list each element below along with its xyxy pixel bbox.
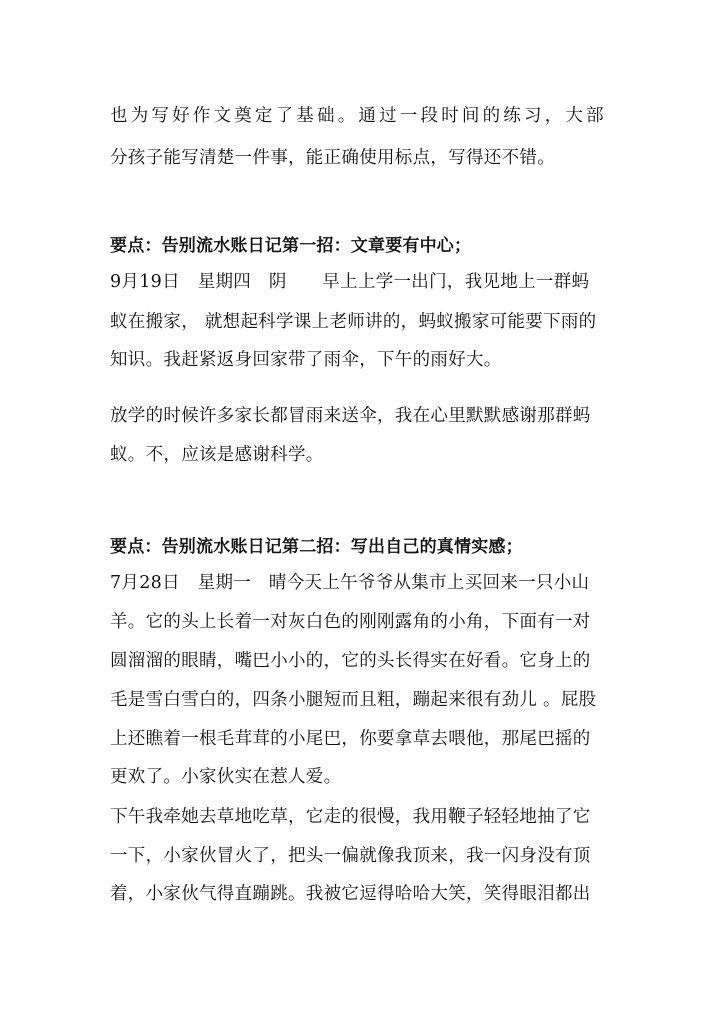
section1-p1-line-3: 知识。我赶紧返身回家带了雨伞，下午的雨好大。 — [110, 350, 502, 370]
section2-heading: 要点：告别流水账日记第二招：写出自己的真情实感； — [110, 537, 523, 557]
intro-line-1: 也为写好作文奠定了基础。通过一段时间的练习，大部 — [110, 106, 607, 126]
section1-p1-line-1: 9月19日 星期四 阴 早上上学一出门，我见地上一群蚂 — [110, 272, 590, 292]
section1-p2-line-1: 放学的时候许多家长都冒雨来送伞，我在心里默默感谢那群蚂 — [110, 406, 591, 426]
section2-p1-line-4: 毛是雪白雪白的，四条小腿短而且粗，蹦起来很有劲儿 。屁股 — [110, 690, 597, 710]
section2-p1-line-5: 上还瞧着一根毛茸茸的小尾巴，你要拿草去喂他，那尾巴摇的 — [110, 729, 591, 749]
section1-heading: 要点：告别流水账日记第一招：文章要有中心； — [110, 236, 472, 256]
section2-p1-line-2: 羊。它的头上长着一对灰白色的刚刚露角的小角，下面有一对 — [110, 612, 591, 632]
section2-p1-line-3: 圆溜溜的眼睛，嘴巴小小的，它的头长得实在好看。它身上的 — [110, 651, 591, 671]
intro-line-2: 分孩子能写清楚一件事，能正确使用标点，写得还不错。 — [110, 148, 555, 168]
section1-p2-line-2: 蚁。不，应该是感谢科学。 — [110, 445, 324, 465]
section1-p1-line-2: 蚁在搬家， 就想起科学课上老师讲的，蚂蚁搬家可能要下雨的 — [110, 312, 597, 332]
section2-p1-line-6: 更欢了。小家伙实在惹人爱。 — [110, 767, 342, 787]
section2-p1-line-1: 7月28日 星期一 晴今天上午爷爷从集市上买回来一只小山 — [110, 573, 590, 593]
section2-p2-line-1: 下午我牵她去草地吃草，它走的很慢，我用鞭子轻轻地抽了它 — [110, 807, 591, 827]
section2-p2-line-3: 着，小家伙气得直蹦跳。我被它逗得哈哈大笑，笑得眼泪都出 — [110, 884, 591, 904]
section2-p2-line-2: 一下，小家伙冒火了，把头一偏就像我顶来，我一闪身没有顶 — [110, 846, 591, 866]
